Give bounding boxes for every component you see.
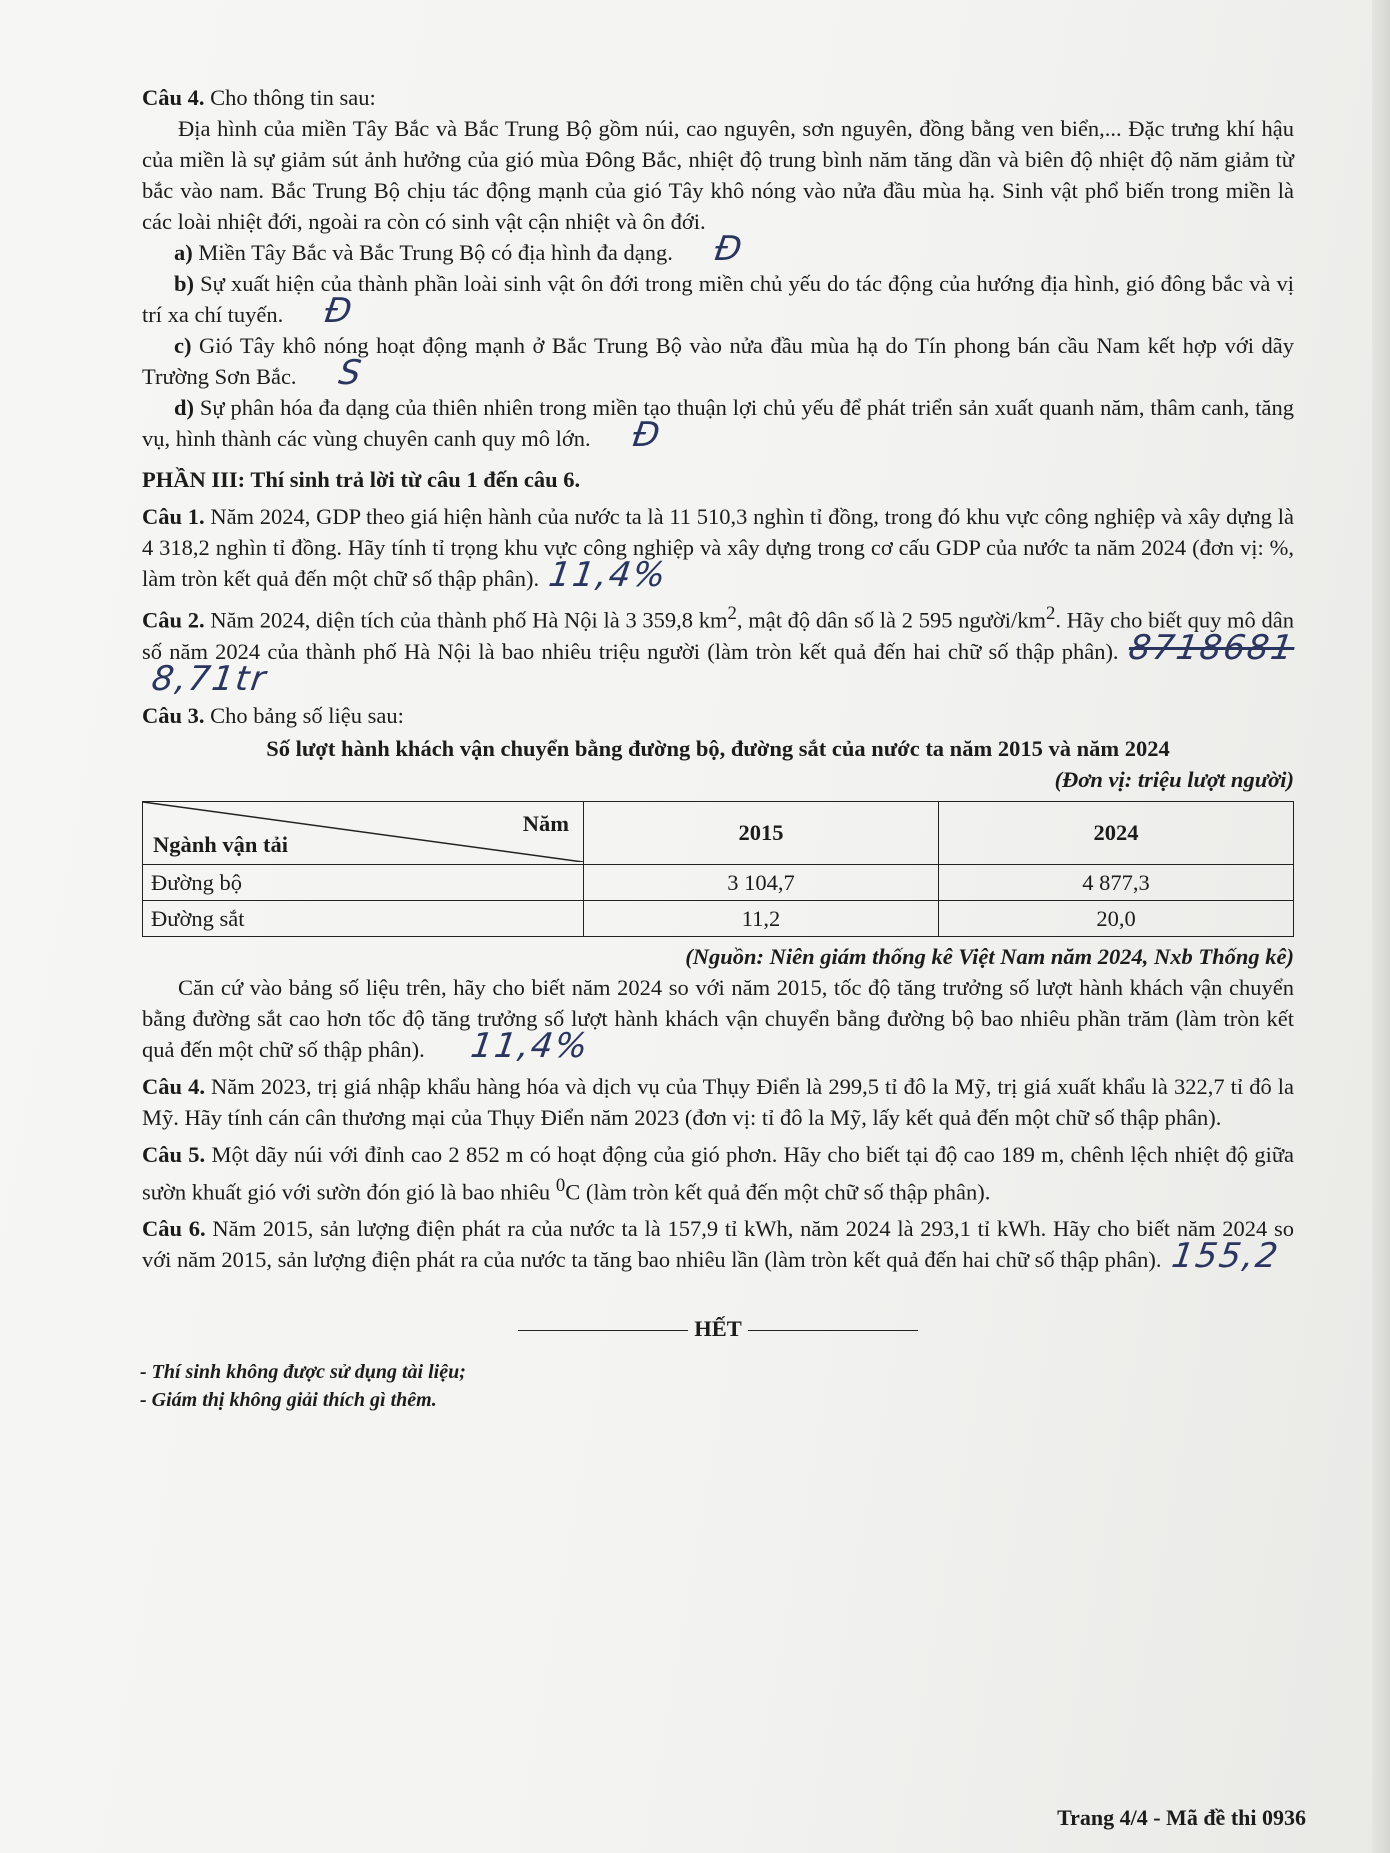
handwritten-answer: 11,4%	[467, 1025, 592, 1066]
option-a: a) Miền Tây Bắc và Bắc Trung Bộ có địa hình đa dạng. Đ	[174, 229, 747, 269]
table-row	[143, 900, 1294, 936]
table-cell: 11,2	[584, 900, 939, 936]
table-unit: (Đơn vị: triệu lượt người)	[1054, 766, 1294, 792]
end-marker: HẾT	[142, 1313, 1294, 1344]
handwritten-answer: 155,2	[1168, 1236, 1282, 1276]
table-corner-cell: Năm Ngành vận tải	[143, 801, 584, 864]
page-content	[140, 82, 1297, 1414]
question-4-heading: Câu 4. Cho thông tin sau:	[142, 85, 376, 110]
option-c: c) Gió Tây khô nóng hoạt động mạnh ở Bắc Trung Bộ vào nửa đầu mùa hạ do Tín phong bán cầu Nam kết hợp với dãy Trường Sơn Bắc. S	[142, 333, 1294, 393]
option-b: b) Sự xuất hiện của thành phần loài sinh vật ôn đới trong miền chủ yếu do tác động của hướng địa hình, gió đông bắc và vị trí xa chí tuyến. Đ	[142, 271, 1294, 331]
option-d: d) Sự phân hóa đa dạng của thiên nhiên trong miền tạo thuận lợi chủ yếu để phát triển sản xuất quanh năm, thâm canh, tăng vụ, hình thành các vùng chuyên canh quy mô lớn. Đ	[142, 395, 1294, 455]
question-4-passage: Địa hình của miền Tây Bắc và Bắc Trung Bộ gồm núi, cao nguyên, sơn nguyên, đồng bằng ven biển,... Đặc trưng khí hậu của miền là sự giảm sút ảnh hưởng của gió mùa Đông Bắc, nhiệt độ trung bình năm tăng dần và biên độ nhiệt độ năm giảm từ bắc vào nam. Bắc Trung Bộ chịu tác động mạnh của gió Tây khô nóng vào nửa đầu mùa hạ. Sinh vật phổ biến trong miền là các loài nhiệt đới, ngoài ra còn có sinh vật cận nhiệt và ôn đới.	[142, 116, 1294, 234]
table-cell: 20,0	[939, 900, 1294, 936]
handwritten-answer: 11,4%	[546, 555, 670, 595]
handwritten-mark: Đ	[629, 415, 664, 455]
part3-question-2: Câu 2. Năm 2024, diện tích của thành phố Hà Nội là 3 359,8 $km^2$, mật độ dân số là 2 595 người/$km^2$. Hãy cho biết quy mô dân số năm 2024 của thành phố Hà Nội là bao nhiêu triệu người (làm tròn kết quả đến hai chữ số thập phân). 87186818,71tr	[142, 603, 1297, 699]
handwritten-mark: S	[335, 353, 365, 393]
row-label: Đường bộ	[143, 864, 584, 900]
part3-question-4: Câu 4. Năm 2023, trị giá nhập khẩu hàng hóa và dịch vụ của Thụy Điển là 299,5 tỉ đô la Mỹ, trị giá xuất khẩu là 322,7 tỉ đô la Mỹ. Hãy tính cán cân thương mại của Thụy Điển năm 2023 (đơn vị: tỉ đô la Mỹ, lấy kết quả đến một chữ số thập phân).	[142, 1073, 1295, 1130]
handwritten-mark: Đ	[712, 229, 747, 269]
part3-question-5: Câu 5. Một dãy núi với đỉnh cao 2 852 m có hoạt động của gió phơn. Hãy cho biết tại độ cao 189 m, chênh lệch nhiệt độ giữa sườn khuất gió với sườn đón gió là bao nhiêu $^0$C (làm tròn kết quả đến một chữ số thập phân).	[142, 1141, 1295, 1204]
part3-question-6: Câu 6. Năm 2015, sản lượng điện phát ra của nước ta là 157,9 tỉ kWh, năm 2024 là 293,1 tỉ kWh. Hãy cho biết năm 2024 so với năm 2015, sản lượng điện phát ra của nước ta tăng bao nhiêu lần (làm tròn kết quả đến hai chữ số thập phân). 155,2	[142, 1216, 1295, 1276]
table-cell: 4 877,3	[939, 864, 1294, 900]
exam-note: - Giám thị không giải thích gì thêm.	[140, 1389, 437, 1411]
table-source: (Nguồn: Niên giám thống kê Việt Nam năm 2024, Nxb Thống kê)	[685, 943, 1294, 969]
table-cell: 3 104,7	[584, 864, 939, 900]
exam-note: - Thí sinh không được sử dụng tài liệu;	[140, 1361, 466, 1383]
table-row	[143, 864, 1294, 900]
part3-question-1: Câu 1. Năm 2024, GDP theo giá hiện hành của nước ta là 11 510,3 nghìn tỉ đồng, trong đó khu vực công nghiệp và xây dựng là 4 318,2 nghìn tỉ đồng. Hãy tính tỉ trọng khu vực công nghiệp và xây dựng trong cơ cấu GDP của nước ta năm 2024 (đơn vị: %, làm tròn kết quả đến một chữ số thập phân). 11,4%	[142, 504, 1295, 595]
handwritten-mark: Đ	[322, 291, 357, 331]
column-header: 2024	[939, 801, 1294, 864]
table-title: Số lượt hành khách vận chuyển bằng đường bộ, đường sắt của nước ta năm 2015 và năm 2024	[266, 735, 1170, 761]
question-3-prompt: Căn cứ vào bảng số liệu trên, hãy cho biết năm 2024 so với năm 2015, tốc độ tăng trưởng số lượt hành khách vận chuyển bằng đường sắt cao hơn tốc độ tăng trưởng số lượt hành khách vận chuyển bằng đường bộ bao nhiêu phần trăm (làm tròn kết quả đến một chữ số thập phân). 11,4%	[142, 974, 1294, 1066]
part3-question-3: Câu 3. Cho bảng số liệu sau:	[142, 702, 404, 728]
handwritten-scratch: 8718681	[1125, 627, 1297, 668]
column-header: 2015	[584, 801, 939, 864]
row-label: Đường sắt	[143, 900, 584, 936]
table-header-row	[143, 801, 1294, 864]
page-edge	[1372, 0, 1390, 1853]
page-footer: Trang 4/4 - Mã đề thi 0936	[1057, 1805, 1306, 1830]
passenger-table	[142, 801, 1294, 937]
handwritten-answer: 8,71tr	[149, 658, 270, 699]
part-3-heading: PHẦN III: Thí sinh trả lời từ câu 1 đến câu 6.	[142, 467, 581, 492]
